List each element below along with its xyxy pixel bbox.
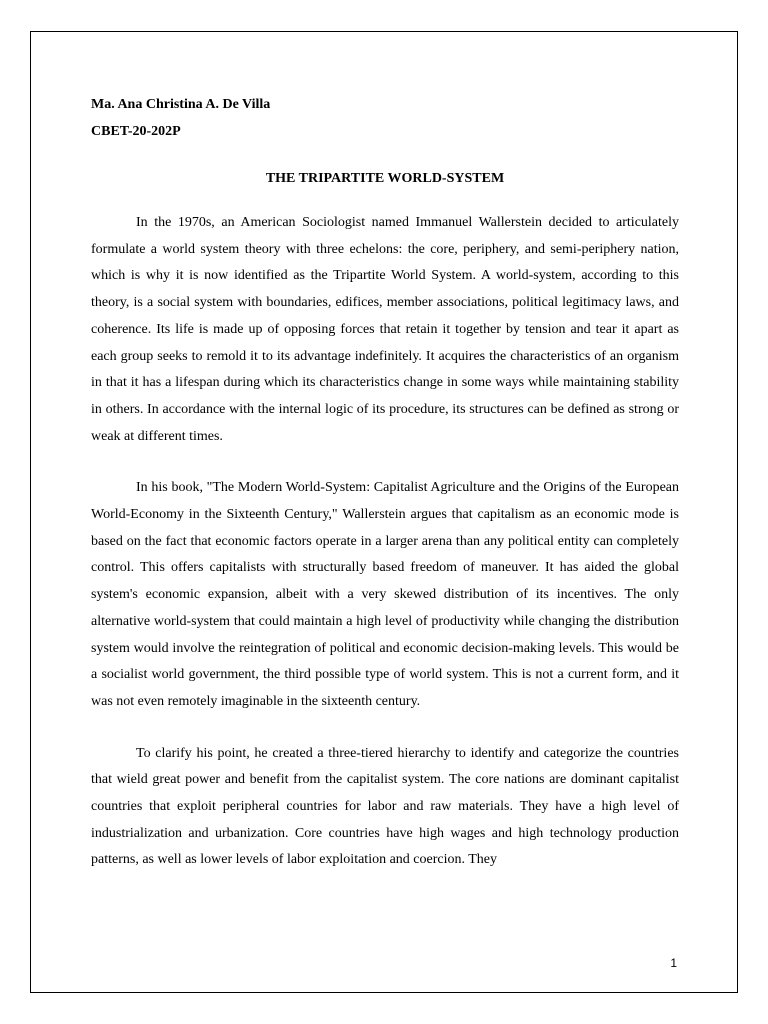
paragraph-intro: In the 1970s, an American Sociologist named Immanuel Wallerstein decided to articulately formulate a world system theory with three echelons: the core, periphery, and semi-periphery nation, which is why it is now identified as the Tripartite World System. A world-system, according to this theory, is a social system with boundaries, edifices, member associations, political legitimacy laws, and coherence. Its life is made up of opposing forces that retain it together by tension and tear it apart as each group seeks to remold it to its advantage indefinitely. It acquires the characteristics of an organism in that it has a lifespan during which its characteristics change in some ways while maintaining stability in others. In accordance with the internal logic of its procedure, its structures can be defined as strong or weak at different times. [91,215,679,444]
page-number: 1 [670,956,677,970]
document-content [91,91,679,874]
author-name: Ma. Ana Christina A. De Villa [91,97,271,112]
paragraph-hierarchy: To clarify his point, he created a three-tiered hierarchy to identify and categorize the countries that wield great power and benefit from the capitalist system. The core nations are dominant capitalist countries that exploit peripheral countries for labor and raw materials. They have a high level of industrialization and urbanization. Core countries have high wages and high technology production patterns, as well as lower levels of labor exploitation and coercion. They [91,745,679,868]
document-title: THE TRIPARTITE WORLD-SYSTEM [265,171,505,186]
document-page [30,31,738,993]
paragraph-book: In his book, "The Modern World-System: Capitalist Agriculture and the Origins of the European World-Economy in the Sixteenth Century," Wallerstein argues that capitalism as an economic mode is based on the fact that economic factors operate in a larger arena than any political entity can completely control. This offers capitalists with structurally based freedom of maneuver. It has aided the global system's economic expansion, albeit with a very skewed distribution of its incentives. The only alternative world-system that could maintain a high level of productivity while changing the distribution system would involve the reintegration of political and economic decision-making levels. This would be a socialist world government, the third possible type of world system. This is not a current form, and it was not even remotely imaginable in the sixteenth century. [91,480,679,709]
section-code: CBET-20-202P [91,124,181,139]
